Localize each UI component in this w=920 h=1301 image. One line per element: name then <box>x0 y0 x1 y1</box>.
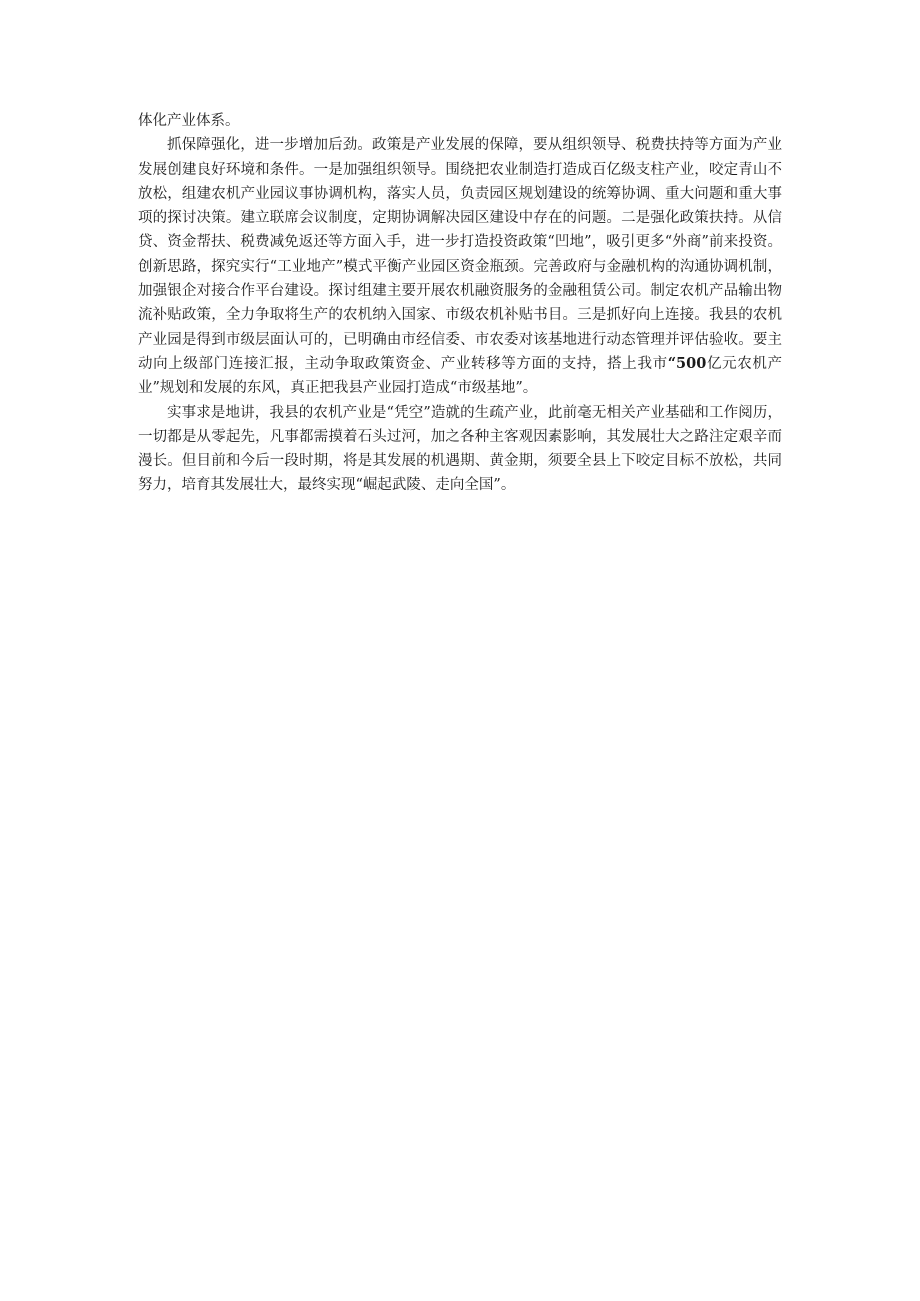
paragraph-text: 体化产业体系。 <box>138 113 240 129</box>
paragraph-text: 亿元农机产业”规划和发展的东风，真正把我县产业园打造成“市级基地”。 <box>138 355 783 397</box>
paragraph-continuation <box>138 109 782 133</box>
paragraph-text: 抓保障强化，进一步增加后劲。政策是产业发展的保障，要从组织领导、税费扶持等方面为产业发展创建良好环境和条件。一是加强组织领导。围绕把农业制造打造成百亿级支柱产业，咬定青山不放松，组建农机产业园议事协调机构，落实人员，负责园区规划建设的统筹协调、重大问题和重大事项的探讨决策。建立联席会议制度，定期协调解决园区建设中存在的问题。二是强化政策扶持。从信贷、资金帮扶、税费减免返还等方面入手，进一步打造投资政策“凹地”，吸引更多“外商”前来投资。创新思路，探究实行“工业地产”模式平衡产业园区资金瓶颈。完善政府与金融机构的沟通协调机制，加强银企对接合作平台建设。探讨组建主要开展农机融资服务的金融租赁公司。制定农机产品输出物流补贴政策，全力争取将生产的农机纳入国家、市级农机补贴书目。三是抓好向上连接。我县的农机产业园是得到市级层面认可的，已明确由市经信委、市农委对该基地进行动态管理并评估验收。要主动向上级部门连接汇报，主动争取政策资金、产业转移等方面的支持，搭上我市 <box>138 137 782 372</box>
document-body <box>138 109 782 498</box>
paragraph-conclusion <box>138 401 782 498</box>
paragraph-text: 实事求是地讲，我县的农机产业是“凭空”造就的生疏产业，此前毫无相关产业基础和工作阅历，一切都是从零起先，凡事都需摸着石头过河，加之各种主客观因素影响，其发展壮大之路注定艰辛而漫长。但目前和今后一段时期，将是其发展的机遇期、黄金期，须要全县上下咬定目标不放松，共同努力，培育其发展壮大，最终实现“崛起武陵、走向全国”。 <box>138 404 782 494</box>
bold-figure: “500 <box>667 354 707 372</box>
paragraph-policy-support <box>138 133 782 400</box>
